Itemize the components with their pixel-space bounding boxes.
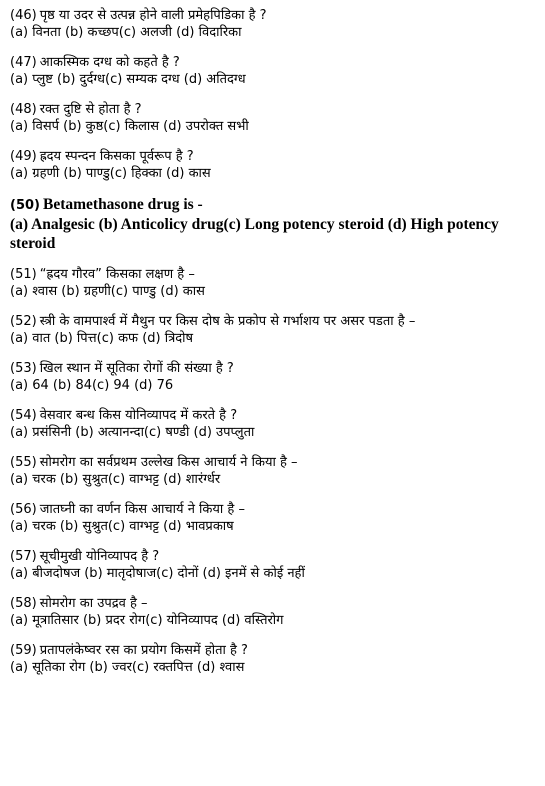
- options-line: (a) चरक (b) सुश्रुत(c) वाग्भट्ट (d) शारंर्ग्धर: [10, 472, 221, 487]
- question-number: (53): [10, 361, 37, 376]
- options-line: (a) 64 (b) 84(c) 94 (d) 76: [10, 378, 174, 393]
- question-number: (48): [10, 102, 37, 117]
- options-line: (a) वात (b) पित्त(c) कफ (d) त्रिदोष: [10, 331, 194, 346]
- options-line: (a) प्रसंसिनी (b) अत्यानन्दा(c) षण्डी (d) उपप्लुता: [10, 425, 255, 440]
- question-number: (51): [10, 267, 37, 282]
- question-block: [10, 54, 537, 88]
- question-number: (59): [10, 643, 37, 658]
- question-line: [10, 7, 537, 24]
- question-block: [10, 548, 537, 582]
- question-number: (47): [10, 55, 37, 70]
- question-text: रक्त दुष्टि से होता है ?: [39, 102, 142, 117]
- question-line: [10, 313, 537, 330]
- question-block: [10, 313, 537, 347]
- question-block: [10, 407, 537, 441]
- question-text: जातघ्नी का वर्णन किस आचार्य ने किया है –: [39, 502, 245, 517]
- question-block: [10, 101, 537, 135]
- question-line: [10, 454, 537, 471]
- question-number: (50): [10, 198, 40, 213]
- question-line: [10, 195, 537, 215]
- question-text: वेसवार बन्ध किस योनिव्यापद में करते है ?: [39, 408, 238, 423]
- question-line: [10, 54, 537, 71]
- question-list: [10, 7, 537, 676]
- options-line: (a) ग्रहणी (b) पाण्डु(c) हिक्का (d) कास: [10, 166, 211, 181]
- question-line: [10, 548, 537, 565]
- question-line: [10, 148, 537, 165]
- question-number: (56): [10, 502, 37, 517]
- options-line: (a) श्वास (b) ग्रहणी(c) पाण्डु (d) कास: [10, 284, 205, 299]
- question-number: (54): [10, 408, 37, 423]
- options-line: (a) चरक (b) सुश्रुत(c) वाग्भट्ट (d) भावप्रकाष: [10, 519, 234, 534]
- question-block: [10, 501, 537, 535]
- question-number: (49): [10, 149, 37, 164]
- options-line: (a) बीजदोषज (b) मातृदोषाज(c) दोनों (d) इनमें से कोई नहीं: [10, 566, 305, 581]
- question-text: “ह्रदय गौरव” किसका लक्षण है –: [39, 267, 195, 282]
- question-line: [10, 266, 537, 283]
- options-line: (a) विसर्प (b) कुष्ठ(c) किलास (d) उपरोक्त सभी: [10, 119, 249, 134]
- question-line: [10, 595, 537, 612]
- options-line: (a) Analgesic (b) Anticolicy drug(c) Long potency steroid (d) High potency steroid: [10, 216, 499, 252]
- question-block: [10, 266, 537, 300]
- question-block: [10, 642, 537, 676]
- question-block: [10, 195, 537, 253]
- question-block: [10, 595, 537, 629]
- options-line: (a) प्लुष्ट (b) दुर्दग्ध(c) सम्यक दग्ध (d) अतिदग्ध: [10, 72, 246, 87]
- question-line: [10, 642, 537, 659]
- question-number: (55): [10, 455, 37, 470]
- question-line: [10, 501, 537, 518]
- question-block: [10, 7, 537, 41]
- question-text: ह्रदय स्पन्दन किसका पूर्वरूप है ?: [39, 149, 194, 164]
- question-text: आकस्मिक दग्ध को कहते है ?: [39, 55, 180, 70]
- question-block: [10, 454, 537, 488]
- question-text: खिल स्थान में सूतिका रोगों की संख्या है ?: [39, 361, 234, 376]
- question-block: [10, 148, 537, 182]
- question-number: (46): [10, 8, 37, 23]
- question-text: स्त्री के वामपार्श्व में मैथुन पर किस दोष के प्रकोप से गर्भाशय पर असर पडता है –: [39, 314, 416, 329]
- question-number: (58): [10, 596, 37, 611]
- question-line: [10, 101, 537, 118]
- question-text: प्रतापलंकेष्वर रस का प्रयोग किसमें होता है ?: [39, 643, 248, 658]
- question-block: [10, 360, 537, 394]
- question-line: [10, 407, 537, 424]
- options-line: (a) सूतिका रोग (b) ज्वर(c) रक्तपित्त (d) श्वास: [10, 660, 245, 675]
- question-line: [10, 360, 537, 377]
- question-text: सोमरोग का सर्वप्रथम उल्लेख किस आचार्य ने किया है –: [39, 455, 298, 470]
- question-text: Betamethasone drug is -: [42, 196, 203, 213]
- question-text: पृष्ठ या उदर से उत्पन्न होने वाली प्रमेहपिडिका है ?: [39, 8, 267, 23]
- question-number: (52): [10, 314, 37, 329]
- options-line: (a) मूत्रातिसार (b) प्रदर रोग(c) योनिव्यापद (d) वस्तिरोग: [10, 613, 284, 628]
- question-number: (57): [10, 549, 37, 564]
- question-text: सोमरोग का उपद्रव है –: [39, 596, 148, 611]
- options-line: (a) विनता (b) कच्छप(c) अलजी (d) विदारिका: [10, 25, 242, 40]
- question-text: सूचीमुखी योनिव्यापद है ?: [39, 549, 160, 564]
